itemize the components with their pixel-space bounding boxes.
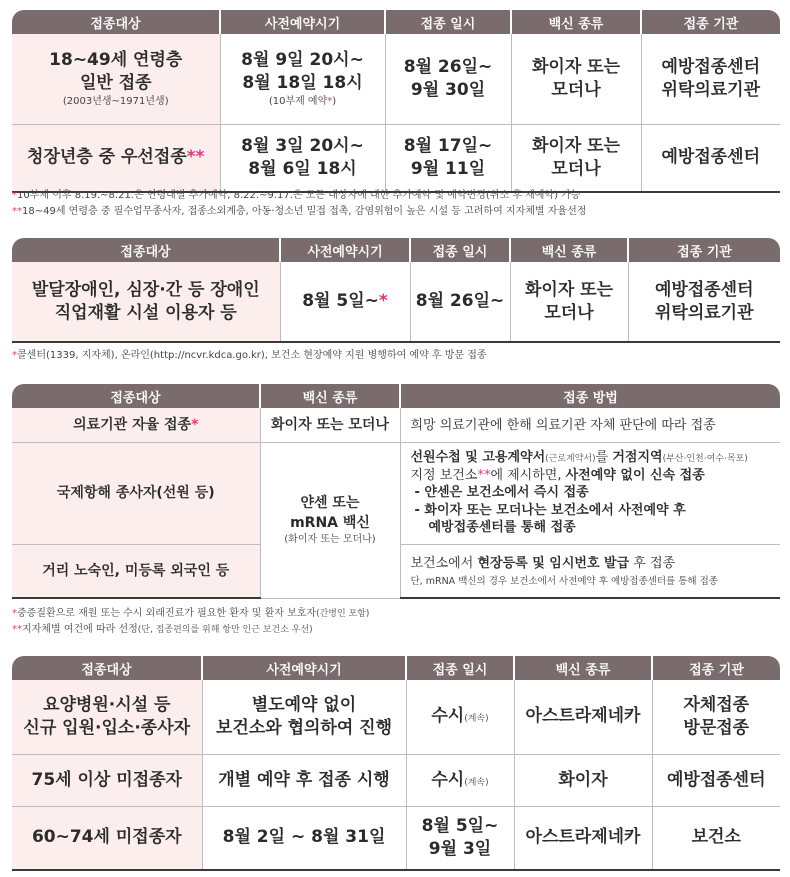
cell-site: 예방접종센터 위탁의료기관: [628, 262, 780, 342]
cell-site: 예방접종센터: [652, 754, 780, 806]
cell-date: 8월 26일~ 9월 30일: [385, 34, 511, 124]
header-vaccine: 백신 종류: [260, 384, 400, 408]
footnotes: [12, 348, 487, 364]
cell-target: 국제항해 종사자(선원 등): [12, 442, 260, 544]
table-disability-vaccination: [12, 238, 780, 343]
footnote: *중증질환으로 재원 또는 수시 외래진료가 필요한 환자 및 환자 보호자(간병인 포함): [12, 608, 370, 619]
table-row: [12, 124, 780, 192]
header-target: 접종대상: [12, 384, 260, 408]
table-header-row: [12, 10, 780, 34]
header-target: 접종대상: [12, 656, 202, 680]
table-general-vaccination: [12, 10, 780, 193]
cell-date: 수시(계속): [406, 680, 514, 754]
cell-date: 8월 5일~ 9월 3일: [406, 806, 514, 870]
table-row: [12, 442, 780, 544]
header-vaccine: 백신 종류: [510, 238, 628, 262]
cell-method: 선원수첩 및 고용계약서(근로계약서)를 거점지역(부산·인천·여수·목포) 지정 보건소**에 제시하면, 사전예약 없이 신속 접종 - 얀센은 보건소에서 즉시 접종 - 화이자 또는 모더나는 보건소에서 사전예약 후 예방접종센터를 통해 접종: [400, 442, 780, 544]
cell-date: 수시(계속): [406, 754, 514, 806]
cell-vaccine: 아스트라제네카: [514, 680, 652, 754]
cell-site: 보건소: [652, 806, 780, 870]
table-row: [12, 680, 780, 754]
cell-target: 75세 이상 미접종자: [12, 754, 202, 806]
header-vaccine: 백신 종류: [511, 10, 641, 34]
cell-booking: 8월 3일 20시~ 8월 6일 18시: [220, 124, 385, 192]
header-method: 접종 방법: [400, 384, 780, 408]
header-site: 접종 기관: [641, 10, 780, 34]
header-booking: 사전예약시기: [220, 10, 385, 34]
table-row: [12, 408, 780, 442]
cell-target: 18~49세 연령층 일반 접종 (2003년생~1971년생): [12, 34, 220, 124]
header-date: 접종 일시: [410, 238, 510, 262]
cell-site: 자체접종 방문접종: [652, 680, 780, 754]
footnotes: [12, 188, 586, 219]
table-elderly-vaccination: [12, 656, 780, 871]
cell-booking: 별도예약 없이 보건소와 협의하여 진행: [202, 680, 406, 754]
cell-method: 희망 의료기관에 한해 의료기관 자체 판단에 따라 접종: [400, 408, 780, 442]
cell-vaccine: 화이자 또는 모더나: [511, 124, 641, 192]
cell-vaccine: 화이자 또는 모더나: [511, 34, 641, 124]
cell-vaccine: 화이자 또는 모더나: [510, 262, 628, 342]
cell-date: 8월 17일~ 9월 11일: [385, 124, 511, 192]
footnote: **지자체별 여건에 따라 선정(단, 접종편의를 위해 항만 인근 보건소 우선): [12, 623, 313, 635]
header-date: 접종 일시: [385, 10, 511, 34]
table-row: [12, 806, 780, 870]
table-header-row: [12, 656, 780, 680]
table-header-row: [12, 238, 780, 262]
cell-vaccine: 화이자 또는 모더나: [260, 408, 400, 442]
cell-target: 요양병원·시설 등 신규 입원·입소·종사자: [12, 680, 202, 754]
header-site: 접종 기관: [652, 656, 780, 680]
table-header-row: [12, 384, 780, 408]
cell-vaccine: 얀센 또는 mRNA 백신 (화이자 또는 모더나): [260, 442, 400, 598]
footnote: **18~49세 연령층 중 필수업무종사자, 접종소외계층, 아동·청소년 밀접 접촉, 감염위험이 높은 시설 등 고려하여 지자체별 자율선정: [12, 205, 587, 217]
cell-site: 예방접종센터: [641, 124, 780, 192]
cell-booking: 개별 예약 후 접종 시행: [202, 754, 406, 806]
table-row: [12, 754, 780, 806]
cell-booking: 8월 2일 ~ 8월 31일: [202, 806, 406, 870]
table-row: [12, 262, 780, 342]
cell-booking: 8월 9일 20시~ 8월 18일 18시 (10부제 예약*): [220, 34, 385, 124]
table-special-vaccination: [12, 384, 780, 599]
cell-target: 의료기관 자율 접종*: [12, 408, 260, 442]
cell-target: 거리 노숙인, 미등록 외국인 등: [12, 544, 260, 598]
cell-vaccine: 화이자: [514, 754, 652, 806]
cell-vaccine: 아스트라제네카: [514, 806, 652, 870]
header-target: 접종대상: [12, 238, 280, 262]
header-booking: 사전예약시기: [280, 238, 410, 262]
header-date: 접종 일시: [406, 656, 514, 680]
footnote: *10부제 이후 8.19.~8.21.은 연령대별 추가예약, 8.22.~9.17.은 모든 대상자에 대한 추가예약 및 예약변경(취소 후 재예약) 가능: [12, 190, 581, 201]
header-target: 접종대상: [12, 10, 220, 34]
footnotes: [12, 606, 369, 638]
cell-target: 청장년층 중 우선접종**: [12, 124, 220, 192]
cell-method: 보건소에서 현장등록 및 임시번호 발급 후 접종 단, mRNA 백신의 경우 보건소에서 사전예약 후 예방접종센터를 통해 접종: [400, 544, 780, 598]
cell-target: 60~74세 미접종자: [12, 806, 202, 870]
header-site: 접종 기관: [628, 238, 780, 262]
cell-booking: 8월 5일~*: [280, 262, 410, 342]
cell-target: 발달장애인, 심장·간 등 장애인 직업재활 시설 이용자 등: [12, 262, 280, 342]
cell-site: 예방접종센터 위탁의료기관: [641, 34, 780, 124]
table-row: [12, 34, 780, 124]
cell-date: 8월 26일~: [410, 262, 510, 342]
footnote: *콜센터(1339, 지자체), 온라인(http://ncvr.kdca.go.kr), 보건소 현장예약 지원 병행하여 예약 후 방문 접종: [12, 350, 487, 361]
header-booking: 사전예약시기: [202, 656, 406, 680]
header-vaccine: 백신 종류: [514, 656, 652, 680]
